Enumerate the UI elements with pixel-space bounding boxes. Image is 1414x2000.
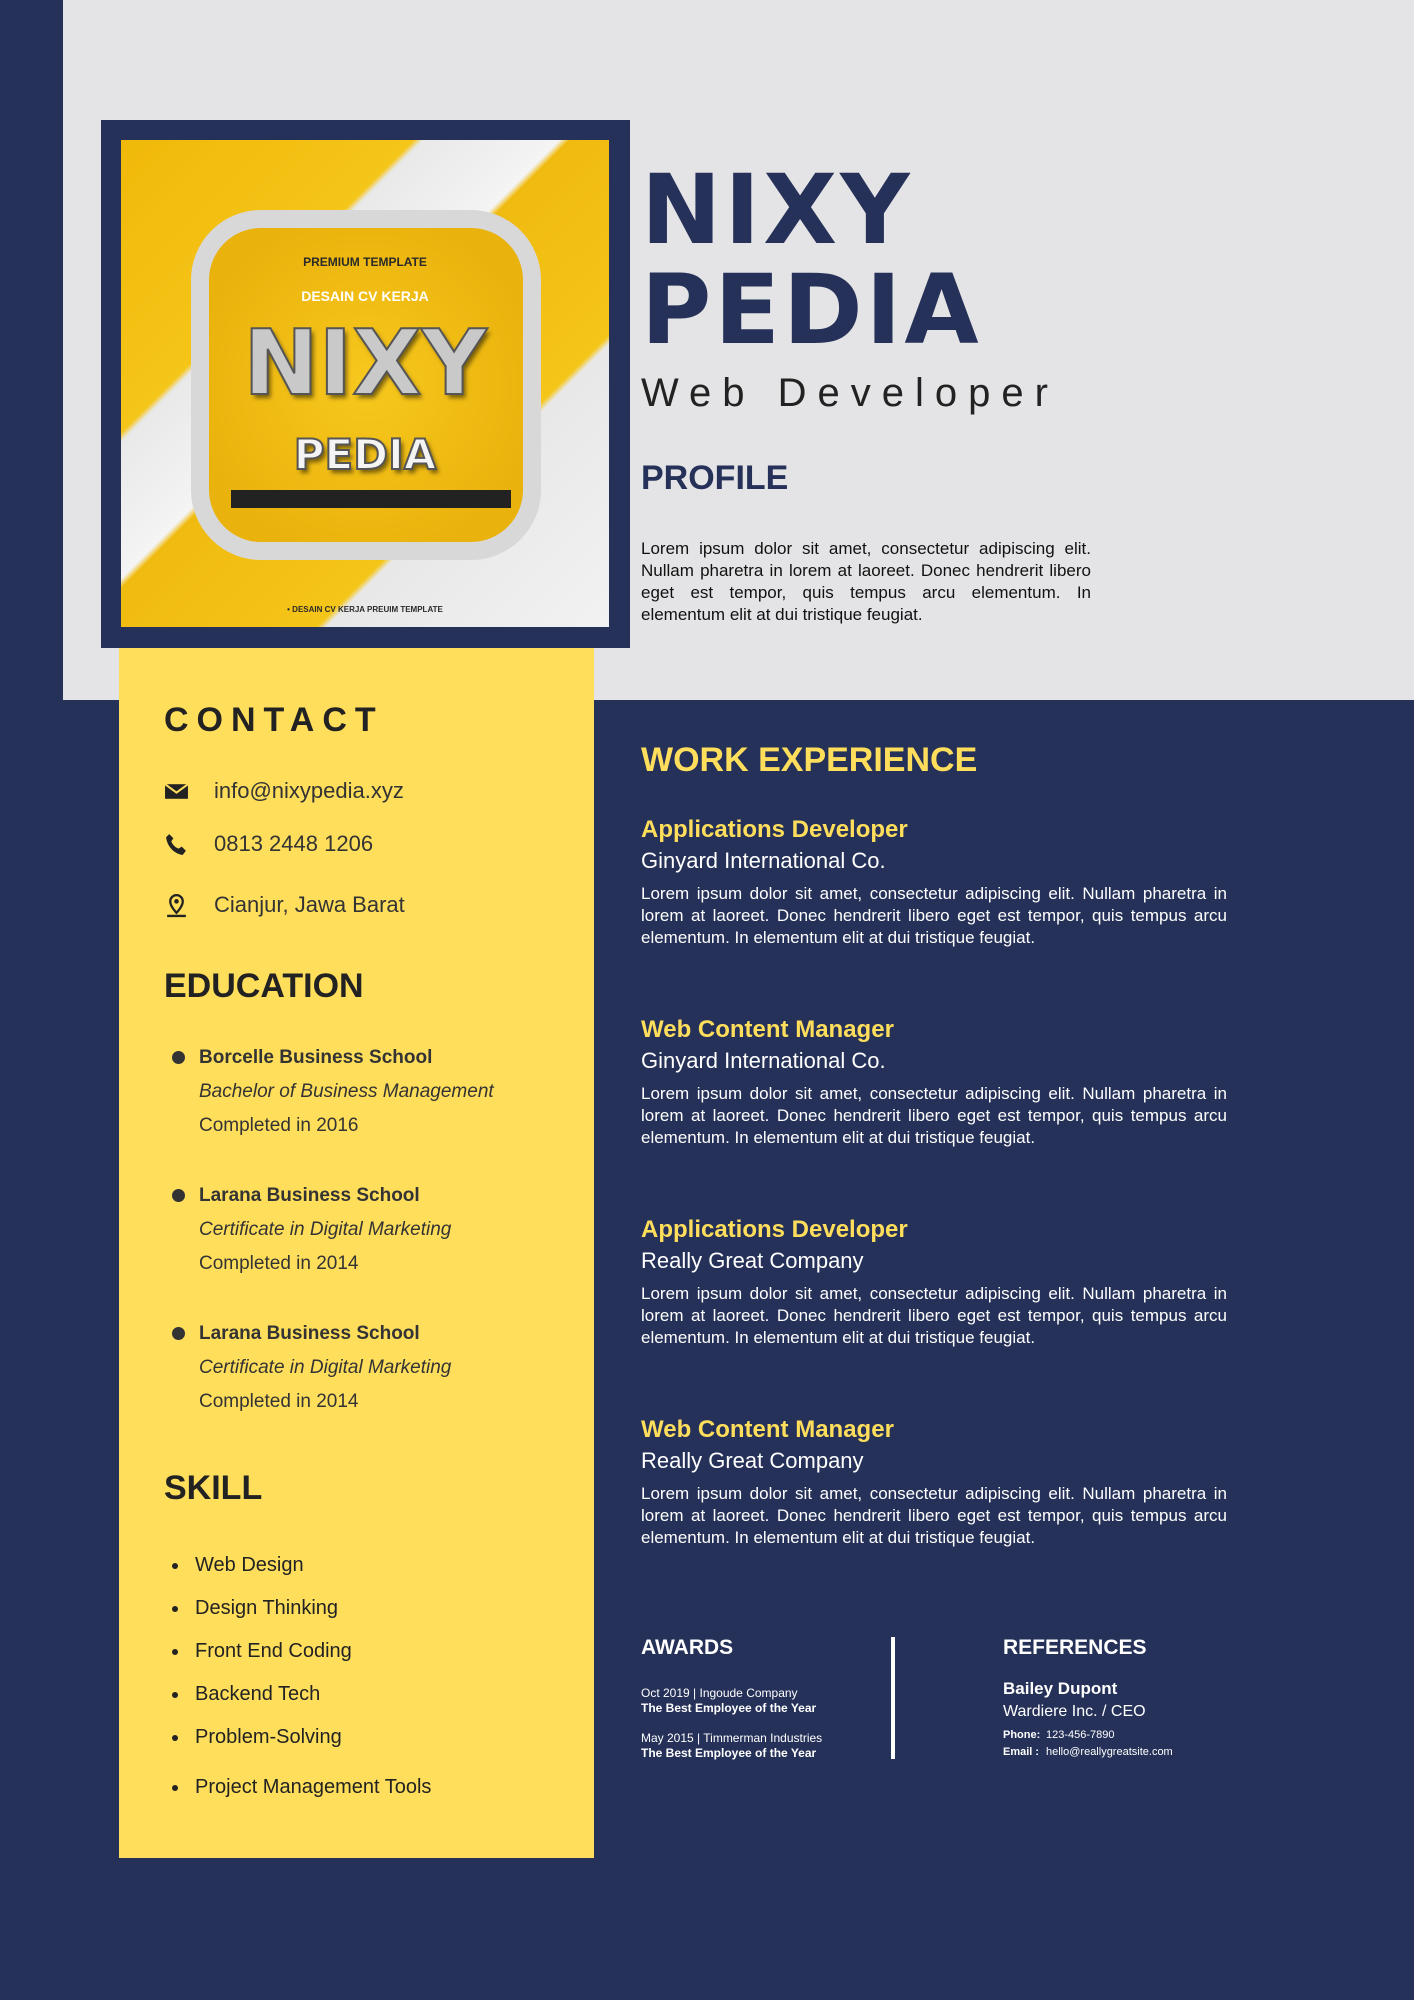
profile-photo: [121, 140, 609, 627]
references-heading: REFERENCES: [1003, 1636, 1147, 1659]
job-role: Web Developer: [641, 371, 1059, 415]
name-heading: [641, 154, 982, 366]
job-entry: [641, 1415, 1227, 1549]
job-entry: [641, 1215, 1227, 1349]
job-description: Lorem ipsum dolor sit amet, consectetur adipiscing elit. Nullam pharetra in lorem at laoreet. Donec hendrerit libero eget est tempor, quis tempus arcu elementum. In elementum elit at dui tristique feugiat.: [641, 1084, 1227, 1147]
email-label: Email :: [1003, 1746, 1040, 1758]
award-meta: May 2015 | Timmerman Industries: [641, 1731, 823, 1745]
contact-location: [164, 892, 405, 918]
award-meta: Oct 2019 | Ingoude Company: [641, 1686, 798, 1700]
contact-location-text: Cianjur, Jawa Barat: [214, 892, 405, 917]
education-item: [172, 1317, 572, 1419]
profile-text: Lorem ipsum dolor sit amet, consectetur adipiscing elit. Nullam pharetra in lorem at laoreet. Donec hendrerit libero eget est tempor, quis tempus arcu elementum. In elementum elit at dui tristique feugiat.: [641, 539, 1091, 624]
job-description: Lorem ipsum dolor sit amet, consectetur adipiscing elit. Nullam pharetra in lorem at laoreet. Donec hendrerit libero eget est tempor, quis tempus arcu elementum. In elementum elit at dui tristique feugiat.: [641, 1284, 1227, 1347]
awards-heading: AWARDS: [641, 1636, 734, 1659]
skill-list: [172, 1544, 431, 1809]
reference-email[interactable]: hello@reallygreatsite.com: [1046, 1746, 1173, 1758]
job-company: Really Great Company: [641, 1248, 864, 1273]
job-company: Ginyard International Co.: [641, 1048, 886, 1073]
job-entry: [641, 815, 1227, 949]
education-item: [172, 1041, 572, 1143]
reference-role: Wardiere Inc. / CEO: [1003, 1703, 1146, 1720]
edu-school: Borcelle Business School: [199, 1047, 433, 1068]
phone-label: Phone:: [1003, 1729, 1041, 1741]
education-item: [172, 1179, 572, 1281]
job-title: Web Content Manager: [641, 1016, 894, 1043]
skill-item: Design Thinking: [172, 1587, 431, 1630]
contact-heading: CONTACT: [164, 701, 384, 739]
profile-heading: PROFILE: [641, 459, 789, 497]
skill-item: Front End Coding: [172, 1630, 431, 1673]
education-heading: EDUCATION: [164, 967, 364, 1005]
award-item: [641, 1731, 822, 1761]
award-title: The Best Employee of the Year: [641, 1701, 817, 1715]
job-title: Applications Developer: [641, 1216, 908, 1243]
skill-item: Problem-Solving: [172, 1716, 431, 1759]
edu-completed: Completed in 2016: [199, 1115, 359, 1136]
edu-degree: Certificate in Digital Marketing: [199, 1219, 452, 1240]
job-company: Really Great Company: [641, 1448, 864, 1473]
job-description: Lorem ipsum dolor sit amet, consectetur adipiscing elit. Nullam pharetra in lorem at laoreet. Donec hendrerit libero eget est tempor, quis tempus arcu elementum. In elementum elit at dui tristique feugiat.: [641, 1484, 1227, 1547]
contact-email: [164, 778, 404, 804]
name-line-2: PEDIA: [641, 254, 982, 366]
logo-top-text: PREMIUM TEMPLATE: [303, 255, 427, 269]
reference-name: Bailey Dupont: [1003, 1679, 1118, 1698]
job-description: Lorem ipsum dolor sit amet, consectetur adipiscing elit. Nullam pharetra in lorem at laoreet. Donec hendrerit libero eget est tempor, quis tempus arcu elementum. In elementum elit at dui tristique feugiat.: [641, 884, 1227, 947]
edu-school: Larana Business School: [199, 1185, 420, 1206]
edu-degree: Certificate in Digital Marketing: [199, 1357, 452, 1378]
phone-icon: [164, 832, 189, 857]
edu-completed: Completed in 2014: [199, 1253, 359, 1274]
job-entry: [641, 1015, 1227, 1149]
section-divider: [891, 1637, 895, 1759]
job-title: Applications Developer: [641, 816, 908, 843]
skill-item: Web Design: [172, 1544, 431, 1587]
award-title: The Best Employee of the Year: [641, 1746, 817, 1760]
job-title: Web Content Manager: [641, 1416, 894, 1443]
envelope-icon: [164, 779, 189, 804]
job-company: Ginyard International Co.: [641, 848, 886, 873]
logo-bottom-text: • DESAIN CV KERJA PREUIM TEMPLATE: [287, 605, 443, 614]
skill-item: Backend Tech: [172, 1673, 431, 1716]
reference-entry: [1003, 1678, 1173, 1759]
logo-main-text: NIXY: [243, 311, 487, 416]
edu-degree: Bachelor of Business Management: [199, 1081, 494, 1102]
logo-second-text: PEDIA: [293, 430, 437, 479]
award-item: [641, 1686, 816, 1716]
name-line-1: NIXY: [641, 154, 913, 266]
skill-item: Project Management Tools: [172, 1766, 431, 1809]
edu-school: Larana Business School: [199, 1323, 420, 1344]
work-experience-heading: WORK EXPERIENCE: [641, 741, 978, 779]
edu-completed: Completed in 2014: [199, 1391, 359, 1412]
location-pin-icon: [164, 893, 189, 918]
contact-phone: [164, 831, 373, 857]
reference-phone: 123-456-7890: [1046, 1729, 1115, 1741]
contact-phone-text: 0813 2448 1206: [214, 831, 374, 856]
skill-heading: SKILL: [164, 1469, 263, 1507]
logo-sub-text: DESAIN CV KERJA: [301, 288, 429, 304]
contact-email-text: info@nixypedia.xyz: [214, 778, 404, 803]
